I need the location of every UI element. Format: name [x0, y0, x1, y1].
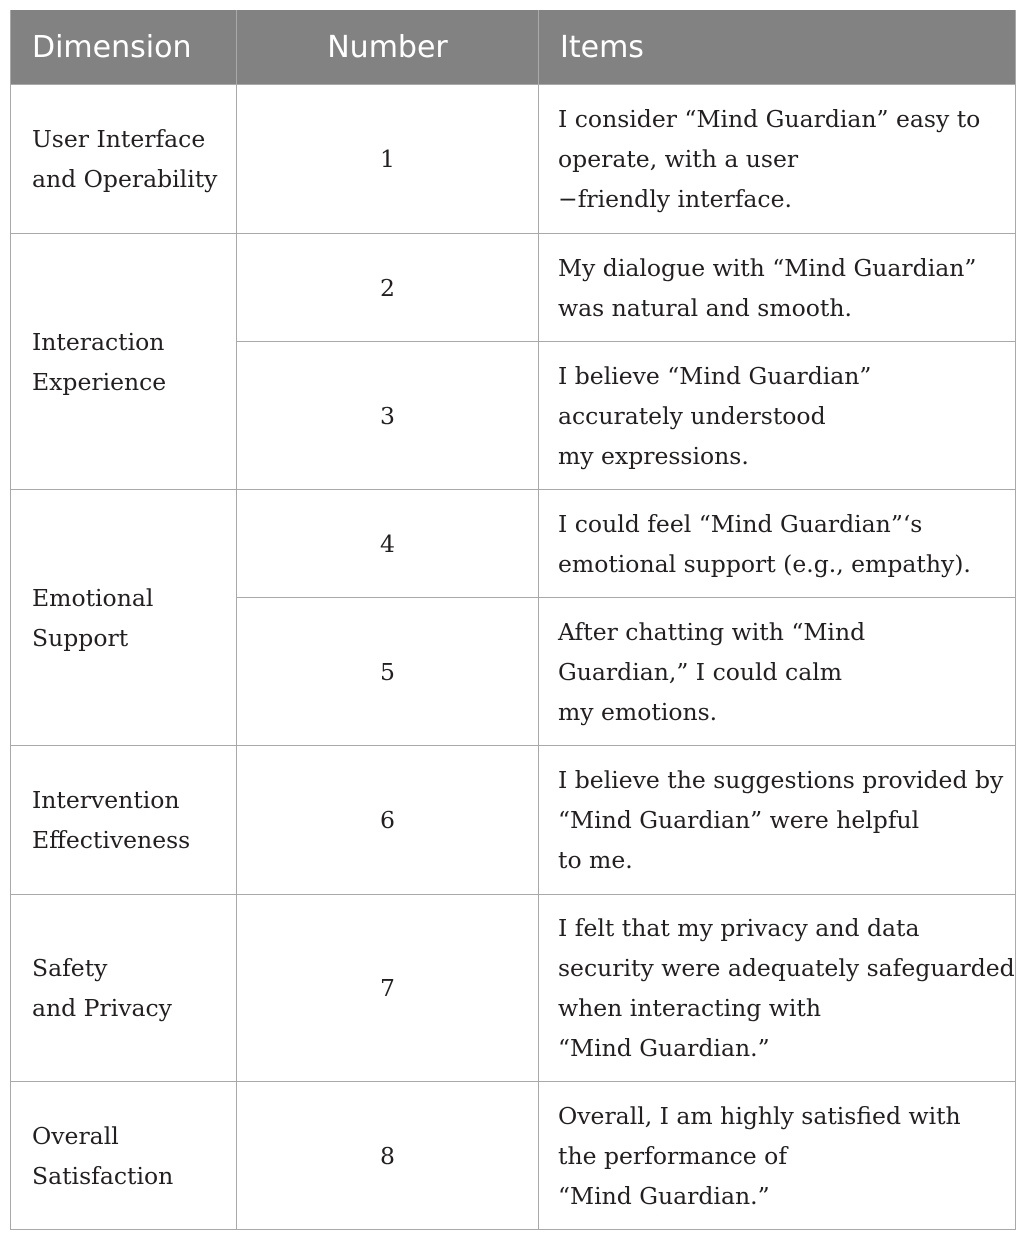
dimension-cell — [11, 490, 237, 746]
table-header — [11, 10, 1016, 85]
table-row — [11, 234, 1016, 342]
item-cell — [539, 598, 1016, 746]
dimension-line: and Privacy — [32, 994, 172, 1022]
item-cell — [539, 490, 1016, 598]
item-line: My dialogue with “Mind Guardian” — [558, 253, 977, 282]
number-cell: 7 — [237, 895, 539, 1082]
number-cell: 1 — [237, 85, 539, 234]
dimension-line: Interaction — [32, 327, 165, 356]
table-row — [11, 490, 1016, 598]
item-line: security were adequately safeguarded — [558, 954, 1015, 982]
dimension-line: and Operability — [32, 165, 218, 193]
table-row — [11, 746, 1016, 895]
dimension-line: Experience — [32, 367, 167, 396]
number-cell: 2 — [237, 234, 539, 342]
dimension-line: Support — [32, 623, 129, 652]
item-line: was natural and smooth. — [558, 293, 852, 322]
item-cell — [539, 85, 1016, 234]
item-line: the performance of — [558, 1141, 788, 1170]
item-line: operate, with a user — [558, 145, 799, 173]
header-dimension: Dimension — [11, 10, 237, 85]
item-line: I consider “Mind Guardian” easy to — [558, 105, 981, 133]
item-line: my emotions. — [558, 697, 718, 726]
number-cell: 4 — [237, 490, 539, 598]
item-line: I believe the suggestions provided by — [558, 766, 1004, 794]
item-line: After chatting with “Mind — [558, 617, 866, 646]
dimension-cell — [11, 895, 237, 1082]
table-row — [11, 85, 1016, 234]
dimension-line: Intervention — [32, 786, 180, 814]
table-body — [11, 85, 1016, 1230]
table-row — [11, 1082, 1016, 1230]
number-cell: 6 — [237, 746, 539, 895]
item-line: when interacting with — [558, 994, 821, 1022]
item-line: −friendly interface. — [558, 185, 792, 213]
dimension-line: User Interface — [32, 125, 206, 153]
table-row — [11, 895, 1016, 1082]
item-line: my expressions. — [558, 441, 749, 470]
header-row — [11, 10, 1016, 85]
item-line: to me. — [558, 846, 633, 874]
survey-items-table — [10, 10, 1016, 1230]
item-line: Guardian,” I could calm — [558, 657, 843, 686]
item-line: I believe “Mind Guardian” — [558, 361, 872, 390]
number-cell: 5 — [237, 598, 539, 746]
header-items: Items — [539, 10, 1016, 85]
dimension-line: Emotional — [32, 583, 154, 612]
dimension-line: Safety — [32, 954, 108, 982]
item-line: “Mind Guardian.” — [558, 1034, 770, 1062]
item-line: “Mind Guardian.” — [558, 1181, 770, 1210]
item-line: I felt that my privacy and data — [558, 914, 920, 942]
item-line: Overall, I am highly satisfied with — [558, 1101, 961, 1130]
item-cell — [539, 746, 1016, 895]
dimension-cell — [11, 1082, 237, 1230]
item-line: I could feel “Mind Guardian”‘s — [558, 509, 923, 538]
item-cell — [539, 895, 1016, 1082]
dimension-cell — [11, 746, 237, 895]
item-cell — [539, 234, 1016, 342]
dimension-cell — [11, 85, 237, 234]
item-line: accurately understood — [558, 401, 826, 430]
item-cell — [539, 1082, 1016, 1230]
dimension-cell — [11, 234, 237, 490]
dimension-line: Overall — [32, 1121, 119, 1150]
item-line: “Mind Guardian” were helpful — [558, 806, 920, 834]
number-cell: 3 — [237, 342, 539, 490]
dimension-line: Satisfaction — [32, 1161, 174, 1190]
item-cell — [539, 342, 1016, 490]
number-cell: 8 — [237, 1082, 539, 1230]
header-number: Number — [237, 10, 539, 85]
item-line: emotional support (e.g., empathy). — [558, 549, 971, 578]
dimension-line: Effectiveness — [32, 826, 191, 854]
